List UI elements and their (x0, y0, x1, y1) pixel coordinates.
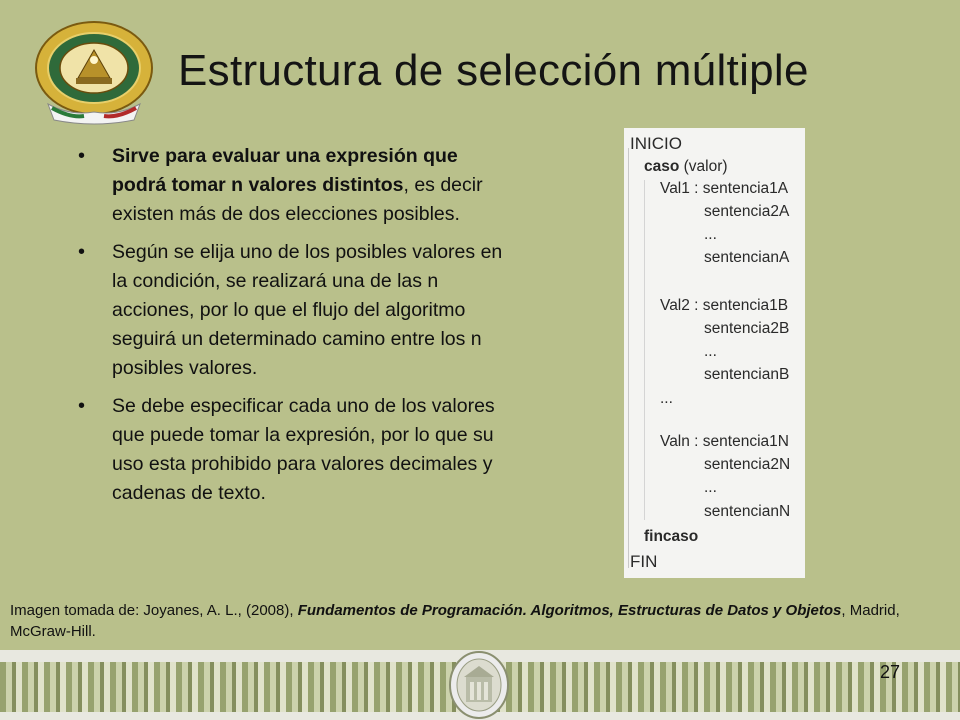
bullet-text: Se debe especificar cada uno de los valores que puede tomar la expresión, por lo que su uso esta prohibido para valores decimales y cadenas de texto. (112, 395, 495, 504)
pseudo-line: sentencianB (704, 366, 790, 383)
pseudo-line: ... (704, 479, 717, 496)
pseudo-fincaso: fincaso (644, 528, 699, 545)
footer-band (0, 650, 960, 720)
citation-suffix: , Madrid, McGraw-Hill. (10, 602, 900, 640)
citation-prefix: Imagen tomada de: Joyanes, A. L., (2008), (10, 602, 298, 619)
institution-seal-icon (448, 650, 510, 720)
pseudo-inicio: INICIO (630, 134, 682, 153)
pseudo-caso-keyword: caso (644, 158, 680, 175)
bullet-item (78, 238, 508, 383)
pseudo-val1: Val1 : sentencia1A (660, 180, 789, 197)
pseudo-line: ... (704, 343, 717, 360)
pseudo-fin: FIN (630, 552, 658, 571)
scan-guide-line (628, 148, 629, 568)
pseudo-line: sentencia2A (704, 203, 790, 220)
pseudo-valn: Valn : sentencia1N (660, 433, 789, 450)
pseudo-caso-arg: (valor) (679, 158, 728, 175)
pseudo-line: sentencianA (704, 249, 790, 266)
image-citation (10, 600, 950, 642)
pseudo-line: ... (704, 226, 717, 243)
coat-of-arms-emblem (30, 16, 158, 128)
bullet-list (78, 142, 508, 517)
pseudo-line: sentencia2B (704, 320, 790, 337)
bullet-item (78, 392, 508, 508)
pseudo-line: sentencia2N (704, 456, 791, 473)
page-number: 27 (880, 662, 901, 682)
pseudo-val2: Val2 : sentencia1B (660, 297, 789, 314)
pseudo-caso-line (644, 158, 728, 176)
citation-book-title: Fundamentos de Programación. Algoritmos, Estructuras de Datos y Objetos (297, 602, 842, 619)
scan-guide-line (644, 180, 645, 520)
pseudo-line: sentencianN (704, 503, 791, 520)
bullet-bold-text: Sirve para evaluar una expresión que podrá tomar n valores distintos (112, 145, 458, 196)
bullet-item (78, 142, 508, 229)
slide-title: Estructura de selección múltiple (178, 46, 809, 95)
pseudocode-image (624, 128, 805, 578)
bullet-text: , es decir existen más de dos elecciones posibles. (112, 174, 483, 225)
pseudo-line: ... (660, 390, 673, 407)
bullet-text: Según se elija uno de los posibles valores en la condición, se realizará una de las n acciones, por lo que el flujo del algoritmo seguirá un determinado camino entre los n posibles valores. (112, 241, 503, 379)
